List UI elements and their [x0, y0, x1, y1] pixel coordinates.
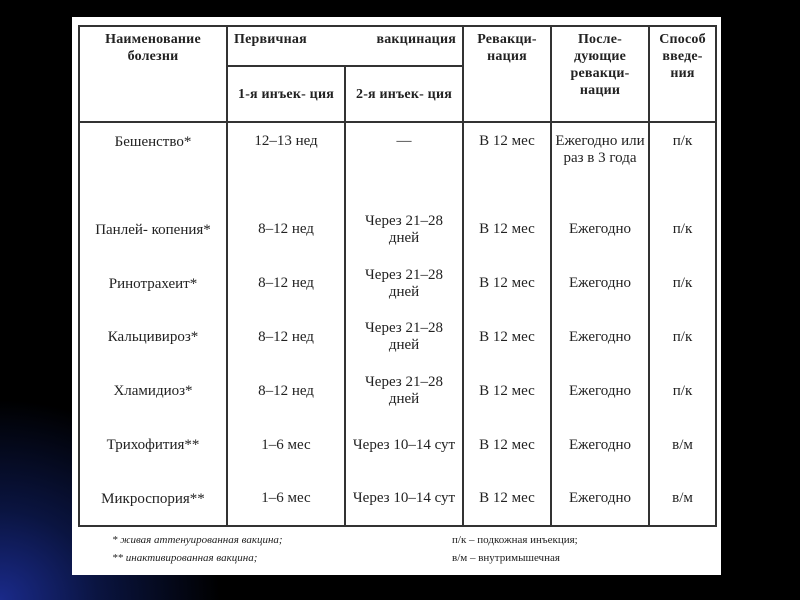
cell-revaccination: В 12 мес	[463, 364, 551, 418]
cell-injection-2: Через 10–14 сут	[345, 472, 463, 526]
cell-injection-1: 8–12 нед	[227, 311, 345, 365]
header-route: Способ введе- ния	[649, 26, 716, 122]
table-row	[79, 122, 716, 203]
cell-route: п/к	[649, 203, 716, 257]
cell-injection-1: 8–12 нед	[227, 364, 345, 418]
table-row	[79, 364, 716, 418]
cell-route: п/к	[649, 311, 716, 365]
cell-injection-2: Через 21–28 дней	[345, 203, 463, 257]
table-row	[79, 311, 716, 365]
cell-disease: Хламидиоз*	[79, 364, 227, 418]
cell-revaccination: В 12 мес	[463, 122, 551, 203]
cell-subsequent: Ежегодно	[551, 203, 649, 257]
cell-subsequent: Ежегодно	[551, 472, 649, 526]
header-primary-right: вакцинация	[376, 32, 456, 47]
vaccination-table	[78, 25, 717, 527]
table-row	[79, 203, 716, 257]
cell-injection-1: 1–6 мес	[227, 472, 345, 526]
cell-subsequent: Ежегодно	[551, 257, 649, 311]
document-page	[72, 17, 721, 575]
cell-revaccination: В 12 мес	[463, 472, 551, 526]
cell-disease: Трихофития**	[79, 418, 227, 472]
footnotes	[112, 531, 712, 567]
header-injection-1: 1-я инъек- ция	[227, 66, 345, 122]
cell-route: п/к	[649, 364, 716, 418]
footnote-live-vaccine: * живая аттенуированная вакцина;	[112, 534, 283, 546]
header-primary-left: Первичная	[234, 32, 307, 47]
footnote-intramuscular: в/м – внутримышечная	[452, 552, 560, 564]
cell-subsequent: Ежегодно	[551, 311, 649, 365]
cell-route: п/к	[649, 122, 716, 203]
cell-injection-2: Через 10–14 сут	[345, 418, 463, 472]
cell-revaccination: В 12 мес	[463, 203, 551, 257]
header-injection-2: 2-я инъек- ция	[345, 66, 463, 122]
footnote-subcutaneous: п/к – подкожная инъекция;	[452, 534, 578, 546]
cell-injection-2: Через 21–28 дней	[345, 364, 463, 418]
cell-disease: Панлей- копения*	[79, 203, 227, 257]
cell-injection-1: 8–12 нед	[227, 257, 345, 311]
cell-subsequent: Ежегодно	[551, 418, 649, 472]
header-revaccination: Ревакци- нация	[463, 26, 551, 122]
footnote-inactivated-vaccine: ** инактивированная вакцина;	[112, 552, 258, 564]
cell-revaccination: В 12 мес	[463, 418, 551, 472]
cell-disease: Бешенство*	[79, 122, 227, 203]
cell-subsequent: Ежегодно или раз в 3 года	[551, 122, 649, 203]
cell-route: п/к	[649, 257, 716, 311]
cell-injection-2: —	[345, 122, 463, 203]
vaccination-table-frame	[78, 25, 715, 527]
cell-revaccination: В 12 мес	[463, 311, 551, 365]
cell-subsequent: Ежегодно	[551, 364, 649, 418]
cell-disease: Кальцивироз*	[79, 311, 227, 365]
cell-route: в/м	[649, 472, 716, 526]
header-primary-vaccination	[227, 26, 463, 66]
table-row	[79, 418, 716, 472]
cell-injection-1: 1–6 мес	[227, 418, 345, 472]
cell-revaccination: В 12 мес	[463, 257, 551, 311]
header-disease: Наименование болезни	[79, 26, 227, 122]
cell-disease: Микроспория**	[79, 472, 227, 526]
header-subsequent-revaccinations: После- дующие ревакци- нации	[551, 26, 649, 122]
cell-injection-1: 12–13 нед	[227, 122, 345, 203]
cell-route: в/м	[649, 418, 716, 472]
cell-injection-1: 8–12 нед	[227, 203, 345, 257]
cell-disease: Ринотрахеит*	[79, 257, 227, 311]
cell-injection-2: Через 21–28 дней	[345, 257, 463, 311]
table-row	[79, 472, 716, 526]
cell-injection-2: Через 21–28 дней	[345, 311, 463, 365]
table-row	[79, 257, 716, 311]
